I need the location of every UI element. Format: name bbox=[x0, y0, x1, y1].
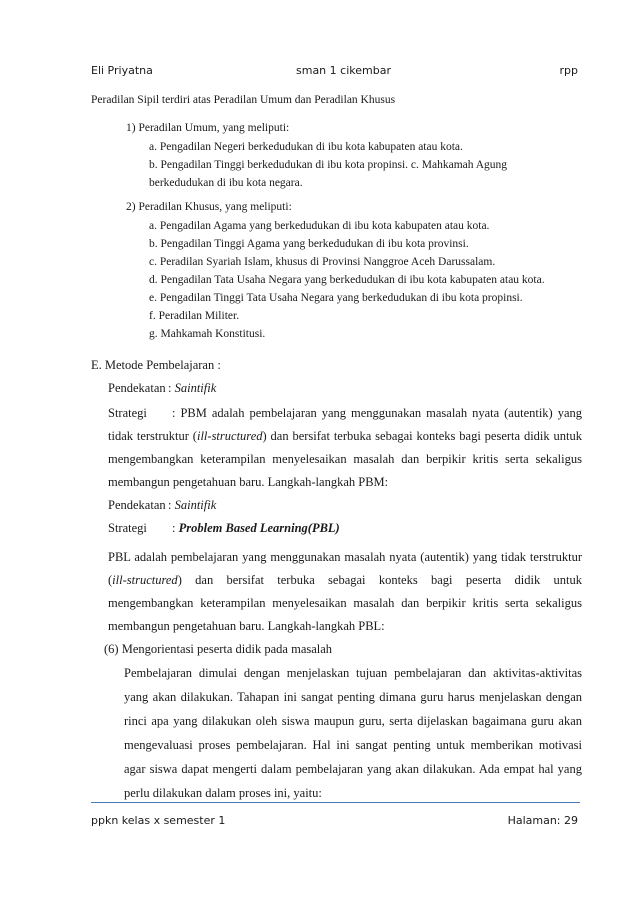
pendekatan2-row bbox=[108, 498, 216, 513]
pbl-text-1: PBL adalah pembelajaran yang menggunakan masalah nyata (autentik) yang tidak terstruktur bbox=[108, 550, 582, 564]
pendekatan2-sep: : bbox=[168, 498, 175, 512]
strategi2-value: Problem Based Learning(PBL) bbox=[178, 521, 340, 535]
header-doc-type: rpp bbox=[559, 64, 578, 77]
header-school: sman 1 cikembar bbox=[296, 64, 391, 77]
strategi-sep: : bbox=[172, 406, 181, 420]
strategi2-sep: : bbox=[172, 521, 179, 535]
step6-heading: (6) Mengorientasi peserta didik pada masalah bbox=[104, 642, 333, 656]
strategi2-label: Strategi bbox=[108, 521, 147, 535]
pendekatan-value: Saintifik bbox=[174, 381, 217, 395]
step6-text: rinci apa yang dilakukan oleh siswa maupun guru, serta dijelaskan bagaimana guru akan bbox=[124, 714, 582, 728]
step6-line bbox=[124, 762, 582, 777]
strategi-text-3: mengembangkan keterampilan menyelesaikan masalah dan berpikir kritis serta sekaligus bbox=[108, 452, 582, 466]
list2-item: f. Peradilan Militer. bbox=[149, 310, 240, 322]
list1-item: b. Pengadilan Tinggi berkedudukan di ibu kota propinsi. c. Mahkamah Agung bbox=[149, 159, 508, 171]
list1-item: a. Pengadilan Negeri berkedudukan di ibu kota kabupaten atau kota. bbox=[149, 141, 463, 153]
step6-line bbox=[124, 690, 582, 705]
pbl-line-2 bbox=[108, 573, 582, 588]
pendekatan-row bbox=[108, 381, 216, 396]
footer-page-number: Halaman: 29 bbox=[507, 814, 578, 827]
step6-text: perlu dilakukan dalam proses ini, yaitu: bbox=[124, 786, 322, 800]
strategi-line-2 bbox=[108, 429, 582, 444]
pbl-text-4: membangun pengetahuan baru. Langkah-langkah PBL: bbox=[108, 619, 385, 633]
pendekatan2-label: Pendekatan bbox=[108, 498, 166, 512]
list2-item: b. Pengadilan Tinggi Agama yang berkedudukan di ibu kota provinsi. bbox=[149, 238, 469, 250]
strategi-text-2c: ) dan bersifat terbuka sebagai konteks bagi peserta didik untuk bbox=[262, 429, 582, 443]
strategi-text-2b: ill-structured bbox=[196, 429, 263, 443]
list2-item: a. Pengadilan Agama yang berkedudukan di ibu kota kabupaten atau kota. bbox=[149, 220, 490, 232]
footer-course: ppkn kelas x semester 1 bbox=[91, 814, 226, 827]
strategi-line-3 bbox=[108, 452, 582, 467]
pendekatan-label: Pendekatan bbox=[108, 381, 166, 395]
list2-item: g. Mahkamah Konstitusi. bbox=[149, 328, 266, 340]
section-e-heading: E. Metode Pembelajaran : bbox=[91, 358, 221, 372]
step6-text: mengevaluasi proses pembelajaran. Hal ini sangat penting untuk memberikan motivasi bbox=[124, 738, 582, 752]
step6-line bbox=[124, 666, 582, 681]
list1-item: berkedudukan di ibu kota negara. bbox=[149, 177, 303, 189]
step6-text: agar siswa dapat mengerti dalam pembelajaran yang akan dilakukan. Ada empat hal yang bbox=[124, 762, 582, 776]
intro-text: Peradilan Sipil terdiri atas Peradilan Umum dan Peradilan Khusus bbox=[91, 94, 396, 106]
header-author: Eli Priyatna bbox=[91, 64, 153, 77]
list2-item: d. Pengadilan Tata Usaha Negara yang berkedudukan di ibu kota kabupaten atau kota. bbox=[149, 274, 545, 286]
list2-item: c. Peradilan Syariah Islam, khusus di Provinsi Nanggroe Aceh Darussalam. bbox=[149, 256, 496, 268]
strategi-text-2a: tidak terstruktur ( bbox=[108, 429, 197, 443]
pendekatan-sep: : bbox=[168, 381, 175, 395]
list1-title: 1) Peradilan Umum, yang meliputi: bbox=[126, 122, 290, 134]
list2-item: e. Pengadilan Tinggi Tata Usaha Negara yang berkedudukan di ibu kota propinsi. bbox=[149, 292, 523, 304]
step6-line bbox=[124, 738, 582, 753]
pbl-text-2b: ill-structured bbox=[112, 573, 178, 587]
pbl-line-1 bbox=[108, 550, 582, 565]
list2-title: 2) Peradilan Khusus, yang meliputi: bbox=[126, 201, 292, 213]
footer-divider bbox=[91, 802, 580, 803]
pbl-text-2a: ( bbox=[108, 573, 113, 587]
pbl-text-3: mengembangkan keterampilan menyelesaikan masalah dan berpikir kritis serta sekaligus bbox=[108, 596, 582, 610]
step6-text: yang akan dilakukan. Tahapan ini sangat penting dimana guru harus menjelaskan dengan bbox=[124, 690, 582, 704]
step6-text: Pembelajaran dimulai dengan menjelaskan tujuan pembelajaran dan aktivitas-aktivitas bbox=[124, 666, 582, 680]
pbl-text-2c: ) dan bersifat terbuka sebagai konteks bagi peserta didik untuk bbox=[177, 573, 582, 587]
step6-line bbox=[124, 714, 582, 729]
strategi-label: Strategi bbox=[108, 406, 147, 420]
pendekatan2-value: Saintifik bbox=[174, 498, 217, 512]
strategi2-row bbox=[108, 521, 340, 536]
strategi-text-1: PBM adalah pembelajaran yang menggunakan masalah nyata (autentik) yang bbox=[180, 406, 582, 420]
strategi-row bbox=[108, 406, 582, 421]
pbl-line-3 bbox=[108, 596, 582, 611]
strategi-text-4: membangun pengetahuan baru. Langkah-langkah PBM: bbox=[108, 475, 389, 489]
